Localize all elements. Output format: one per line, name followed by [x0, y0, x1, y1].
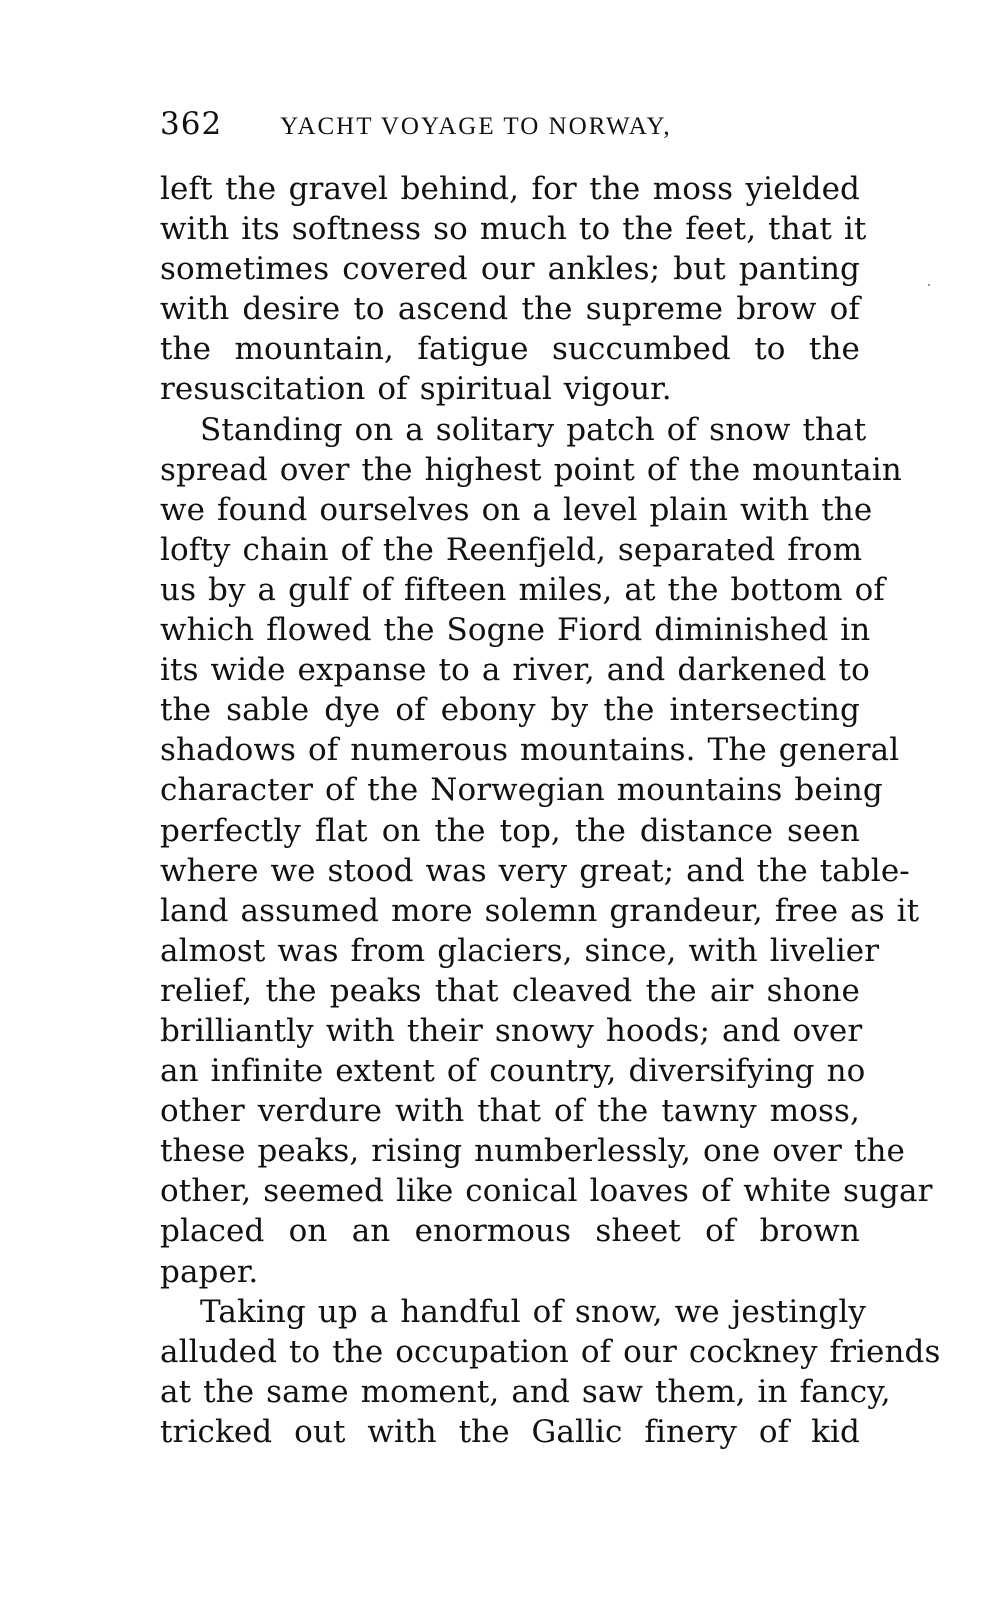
text-line: perfectly flat on the top, the distance seen	[160, 812, 860, 849]
text-line: these peaks, rising numberlessly, one over the	[160, 1133, 905, 1170]
text-line: shadows of numerous mountains. The general	[160, 732, 900, 769]
text-line: paper.	[160, 1253, 259, 1290]
text-line: spread over the highest point of the mountain	[160, 451, 902, 488]
text-line: land assumed more solemn grandeur, free as it	[160, 892, 920, 929]
text-line: we found ourselves on a level plain with the	[160, 491, 873, 528]
text-line: placed on an enormous sheet of brown	[160, 1213, 860, 1250]
text-line: the sable dye of ebony by the intersecting	[160, 692, 860, 729]
text-line: other, seemed like conical loaves of white sugar	[160, 1173, 933, 1210]
text-line: an infinite extent of country, diversifying no	[160, 1053, 866, 1090]
text-line: Standing on a solitary patch of snow that	[200, 411, 867, 448]
body-text	[160, 169, 941, 1452]
text-line: relief, the peaks that cleaved the air shone	[160, 972, 860, 1009]
speck-mark	[928, 284, 930, 286]
text-line: left the gravel behind, for the moss yielded	[160, 171, 860, 207]
text-line: resuscitation of spiritual vigour.	[160, 371, 672, 408]
text-line: us by a gulf of fifteen miles, at the bottom of	[160, 571, 885, 608]
text-line: lofty chain of the Reenfjeld, separated from	[160, 531, 863, 568]
text-line: almost was from glaciers, since, with livelier	[160, 932, 880, 969]
text-line: which flowed the Sogne Fiord diminished in	[160, 612, 871, 649]
text-line: sometimes covered our ankles; but panting	[160, 251, 860, 288]
text-line: character of the Norwegian mountains being	[160, 772, 883, 809]
running-head	[160, 100, 860, 148]
text-line: alluded to the occupation of our cockney friends	[160, 1333, 941, 1370]
text-line: the mountain, fatigue succumbed to the	[160, 331, 860, 368]
text-line: where we stood was very great; and the table-	[160, 852, 910, 889]
running-title: YACHT VOYAGE TO NORWAY,	[280, 113, 672, 140]
text-line: its wide expanse to a river, and darkened to	[160, 652, 870, 689]
text-line: with its softness so much to the feet, that it	[160, 211, 867, 248]
text-line: other verdure with that of the tawny moss,	[160, 1093, 860, 1130]
text-line: at the same moment, and saw them, in fancy,	[160, 1373, 891, 1410]
page-number: 362	[160, 106, 223, 142]
text-line: brilliantly with their snowy hoods; and over	[160, 1012, 863, 1049]
text-line: Taking up a handful of snow, we jestingly	[200, 1293, 866, 1330]
text-line: with desire to ascend the supreme brow of	[160, 291, 860, 328]
text-line: tricked out with the Gallic finery of kid	[160, 1413, 860, 1450]
